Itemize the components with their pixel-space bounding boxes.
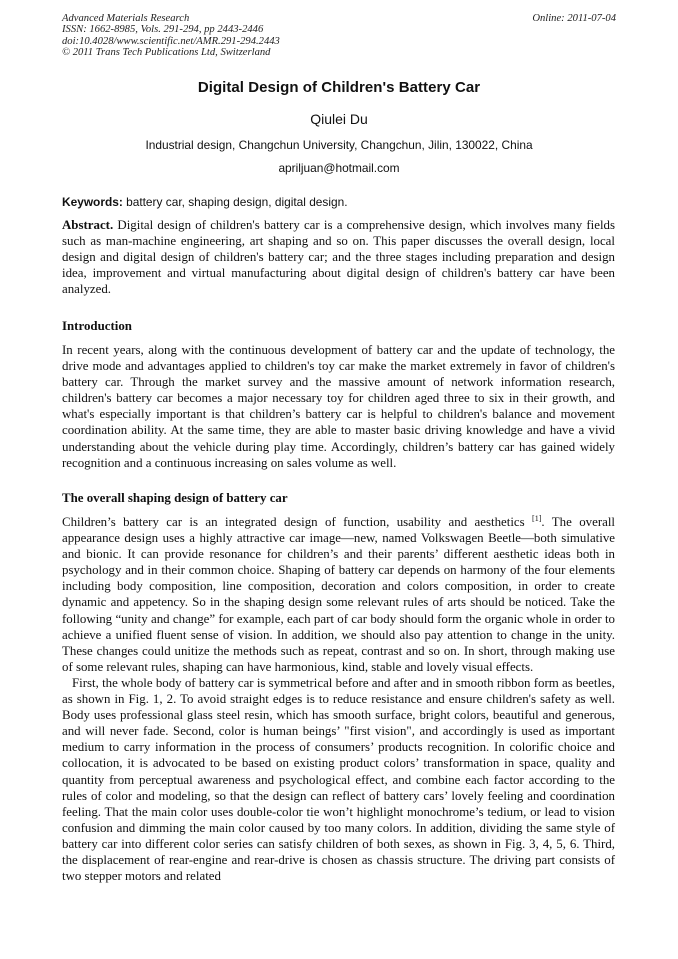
abstract-label: Abstract.: [62, 218, 114, 232]
doi-line: doi:10.4028/www.scientific.net/AMR.291-294.2443: [62, 35, 280, 47]
abstract-text: Digital design of children's battery car is a comprehensive design, which involves many fields such as man-machine engineering, art shaping and so on. This paper discusses the overall design, local design and digital design of children's battery car; and the three stages including preparation and design idea, improvement and virtual manufacturing about digital design of children's battery car have been analyzed.: [62, 218, 615, 297]
keywords-label: Keywords:: [62, 195, 123, 209]
online-date: Online: 2011-07-04: [532, 13, 616, 24]
author-email: apriljuan@hotmail.com: [278, 161, 400, 175]
journal-header: [62, 13, 280, 58]
paper-title: Digital Design of Children's Battery Car: [197, 79, 481, 96]
section-heading-overall-shaping: The overall shaping design of battery car: [62, 491, 288, 505]
keywords: [62, 195, 348, 209]
paragraph-text: Children’s battery car is an integrated design of function, usability and aesthetics: [62, 515, 533, 529]
issn-line: ISSN: 1662-8985, Vols. 291-294, pp 2443-2446: [62, 24, 264, 36]
section-heading-introduction: Introduction: [62, 319, 132, 333]
journal-name: Advanced Materials Research: [62, 13, 190, 24]
keywords-text: battery car, shaping design, digital design.: [122, 195, 348, 209]
paragraph-text: . The overall appearance design uses a highly attractive car image—new, named Volkswagen Beetle—both simulative and bionic. It can provide resonance for children’s and their parents’ different aesthetic ideas both in psychology and in their common choice. Shaping of battery car depends on harmony of the four elements including body composition, line composition, decoration and colors composition, in order to create dynamic and appetency. So in the shaping design some relevant rules of arts should be noticed. Take the following “unity and change” for example, each part of car body should form the organic whole in order to achieve a unified fluent sense of vision. In addition, we should also pay attention to change in the unity. These changes could unitize the methods such as repeat, contrast and so on. In short, through making use of some relevant rules, shaping can have harmonious, kind, stable and lovely visual effects.: [62, 515, 615, 674]
paper-author: Qiulei Du: [310, 111, 368, 127]
abstract: [62, 217, 615, 297]
introduction-text: In recent years, along with the continuous development of battery car and the update of technology, the drive mode and advantages applied to children's toy car make the market extremely in favor of children's battery car. Through the market survey and the massive amount of network information research, children's battery car becomes a major necessary toy for children aged three to six in their growth, and what's especially important is that children’s battery car is helpful to children's balance and movement coordination ability. At the same time, they are able to master basic driving knowledge and have a vivid understanding about the vehicle during play time. Accordingly, children’s battery car has gained widely recognition and a continuous increasing on sales volume as well.: [62, 343, 615, 470]
author-affiliation: Industrial design, Changchun University, Changchun, Jilin, 130022, China: [145, 138, 533, 152]
copyright-line: © 2011 Trans Tech Publications Ltd, Switzerland: [62, 46, 271, 58]
paragraph: [62, 514, 615, 675]
overall-shaping-section: [62, 514, 615, 884]
paragraph: First, the whole body of battery car is symmetrical before and after and in smooth ribbon form as beetles, as shown in Fig. 1, 2. To avoid straight edges is to reduce resistance and ensure children's safety as well. Body uses professional glass steel resin, which has smooth surface, bright colors, beautiful and generous, and will never fade. Second, color is human beings’ "first vision", and accordingly is used as important medium to carry information in the process of consumers’ products recognition. In colorific choice and collocation, it is advocated to be based on existing product colors’ transformation in space, quality and quantity from perceptual awareness and psychological effect, and combine each factor according to the rules of color and modeling, so that the design can reflect of battery cars’ lovely feeling and coordination feeling. That the main color uses double-color tie won’t highlight monochrome’s tedium, or lead to vision confusion and dimming the main color caused by too many colors. In addition, dividing the same style of battery car into different color series can satisfy children of both sexes, as shown in Fig. 3, 4, 5, 6. Third, the displacement of rear-engine and rear-drive is chosen as chassis structure. The driving part consists of two stepper motors and related: [62, 675, 615, 884]
citation-ref: [1]: [532, 514, 542, 523]
